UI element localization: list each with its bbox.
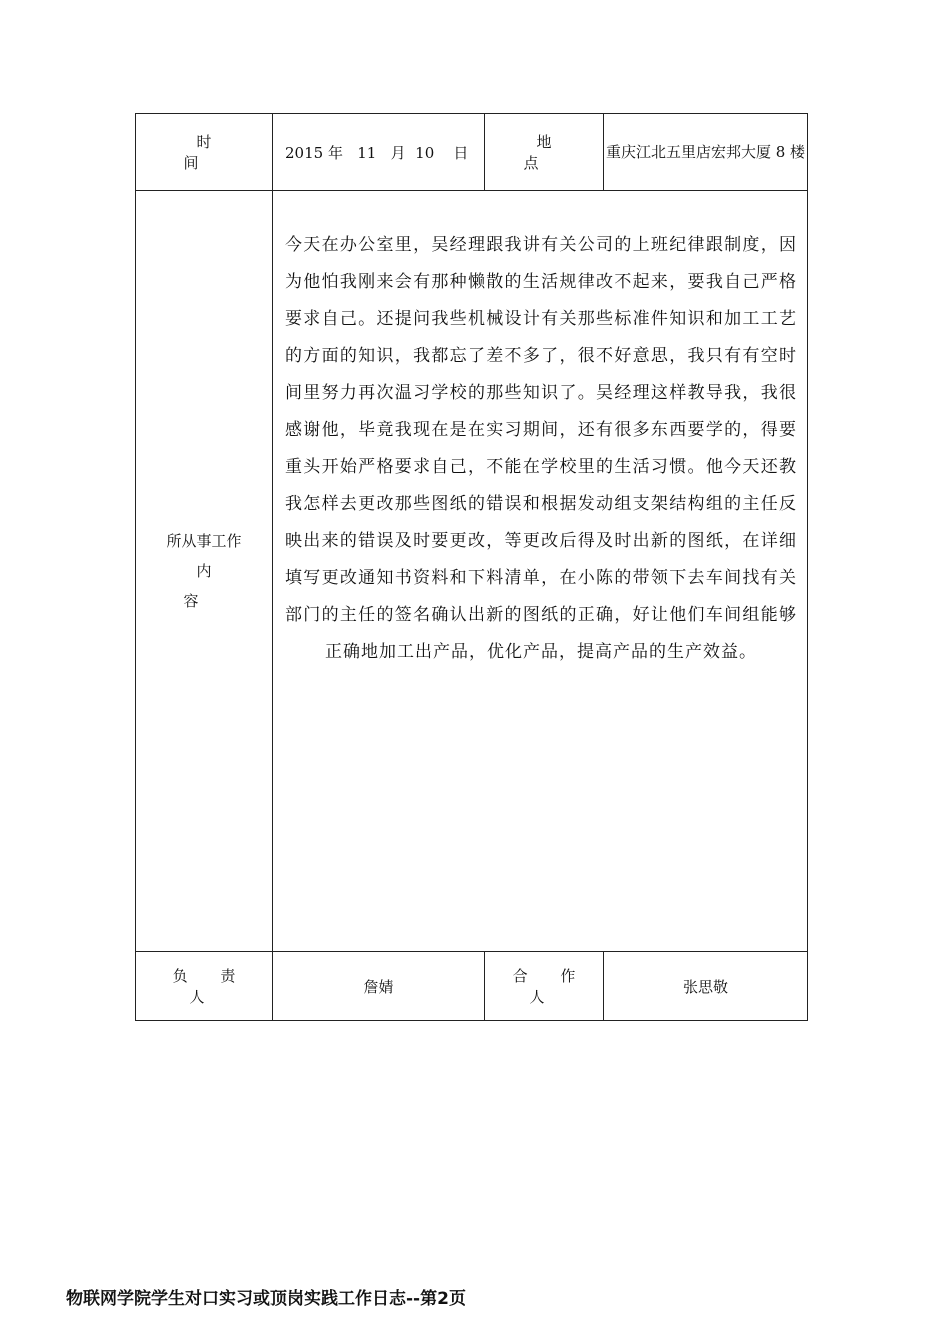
responsible-label: 负 责 人 (136, 952, 273, 1021)
work-content-cell (273, 191, 808, 952)
time-place-row (136, 114, 808, 191)
work-content-text: 今天在办公室里，吴经理跟我讲有关公司的上班纪律跟制度，因为他怕我刚来会有那种懒散的生活规律改不起来，要我自己严格要求自己。还提问我些机械设计有关那些标准件知识和加工工艺的方面的知识，我都忘了差不多了，很不好意思，我只有有空时间里努力再次温习学校的那些知识了。吴经理这样教导我，我很感谢他，毕竟我现在是在实习期间，还有很多东西要学的，得要重头开始严格要求自己，不能在学校里的生活习惯。他今天还教我怎样去更改那些图纸的错误和根据发动组支架结构组的主任反映出来的错误及时要更改，等更改后得及时出新的图纸，在详细填写更改通知书资料和下料清单，在小陈的带领下去车间找有关部门的主任的签名确认出新的图纸的正确，好让他们车间组能够正确地加工出产品，优化产品，提高产品的生产效益。 (285, 235, 797, 662)
work-log-table (135, 113, 808, 1021)
partner-value: 张思敬 (604, 952, 808, 1021)
partner-label: 合 作 人 (485, 952, 604, 1021)
time-value: 2015 年 11 月 10 日 (273, 114, 485, 191)
time-label: 时 间 (136, 114, 273, 191)
place-value: 重庆江北五里店宏邦大厦 8 楼 (604, 114, 808, 191)
responsible-value: 詹婧 (273, 952, 485, 1021)
work-label-line1: 所从事工作 (166, 532, 242, 550)
work-label-cell (136, 191, 273, 952)
people-row (136, 952, 808, 1021)
work-content-row (136, 191, 808, 952)
page-footer: 物联网学院学生对口实习或顶岗实践工作日志--第2页 (66, 1289, 466, 1309)
place-label: 地 点 (485, 114, 604, 191)
work-label-line2: 内 容 (183, 562, 238, 610)
